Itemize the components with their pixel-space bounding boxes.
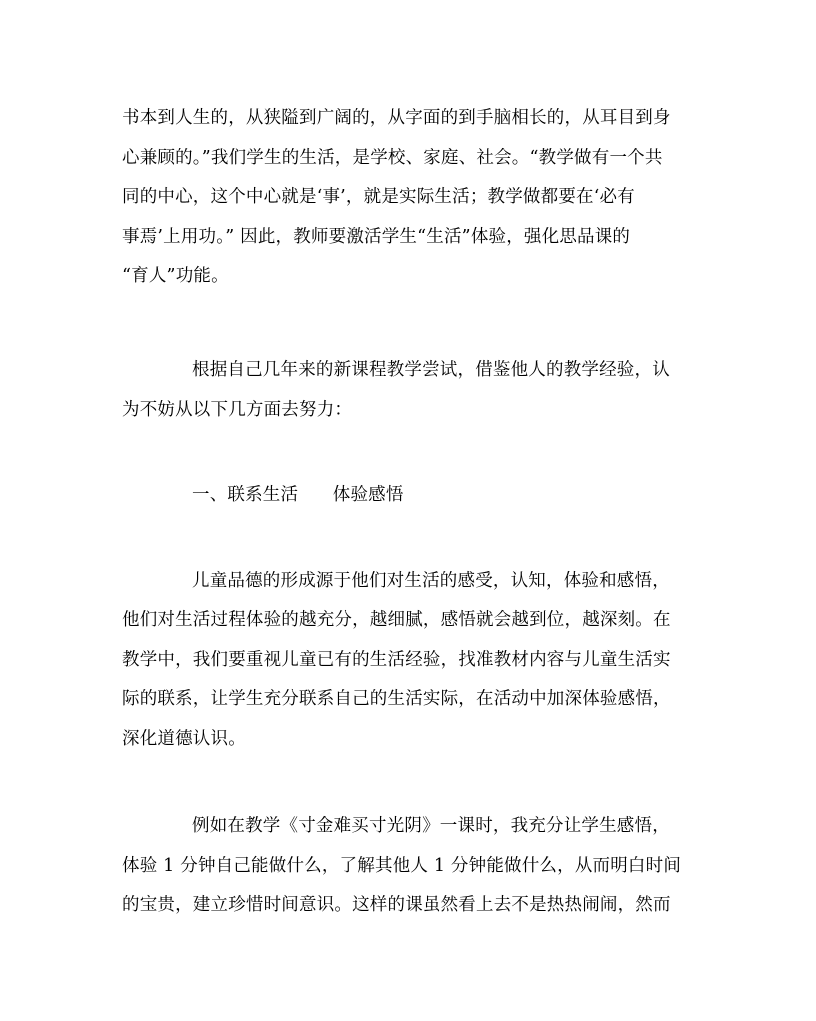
paragraph-1-line-5: “育人”功能。 bbox=[122, 266, 229, 286]
paragraph-3-line-4: 际的联系，让学生充分联系自己的生活实际，在活动中加深体验感悟， bbox=[122, 689, 671, 709]
paragraph-1-line-2: 心兼顾的。”我们学生的生活，是学校、家庭、社会。“教学做有一个共 bbox=[122, 148, 663, 168]
paragraph-3-line-1: 儿童品德的形成源于他们对生活的感受，认知，体验和感悟， bbox=[192, 571, 670, 591]
paragraph-3-line-3: 教学中，我们要重视儿童已有的生活经验，找准教材内容与儿童生活实 bbox=[122, 650, 671, 670]
paragraph-1-line-1: 书本到人生的，从狭隘到广阔的，从字面的到手脑相长的，从耳目到身 bbox=[122, 108, 671, 128]
paragraph-1-line-3: 同的中心，这个中心就是‘事’，就是实际生活；教学做都要在‘必有 bbox=[122, 187, 635, 207]
paragraph-2-line-2: 为不妨从以下几方面去努力： bbox=[122, 400, 353, 420]
paragraph-3-line-2: 他们对生活过程体验的越充分，越细腻，感悟就会越到位，越深刻。在 bbox=[122, 610, 671, 630]
paragraph-4-line-2: 体验 1 分钟自己能做什么，了解其他人 1 分钟能做什么，从而明白时间 bbox=[122, 856, 682, 876]
paragraph-1-line-4: 事焉’上用功。” 因此，教师要激活学生“生活”体验，强化思品课的 bbox=[122, 227, 631, 247]
paragraph-2-line-1: 根据自己几年来的新课程教学尝试，借鉴他人的教学经验，认 bbox=[192, 360, 670, 380]
section-heading: 一、联系生活 体验感悟 bbox=[192, 485, 404, 505]
paragraph-3-line-5: 深化道德认识。 bbox=[122, 729, 246, 749]
paragraph-4-line-1: 例如在教学《寸金难买寸光阴》一课时，我充分让学生感悟， bbox=[192, 816, 670, 836]
paragraph-4-line-3: 的宝贵，建立珍惜时间意识。这样的课虽然看上去不是热热闹闹，然而 bbox=[122, 895, 671, 915]
